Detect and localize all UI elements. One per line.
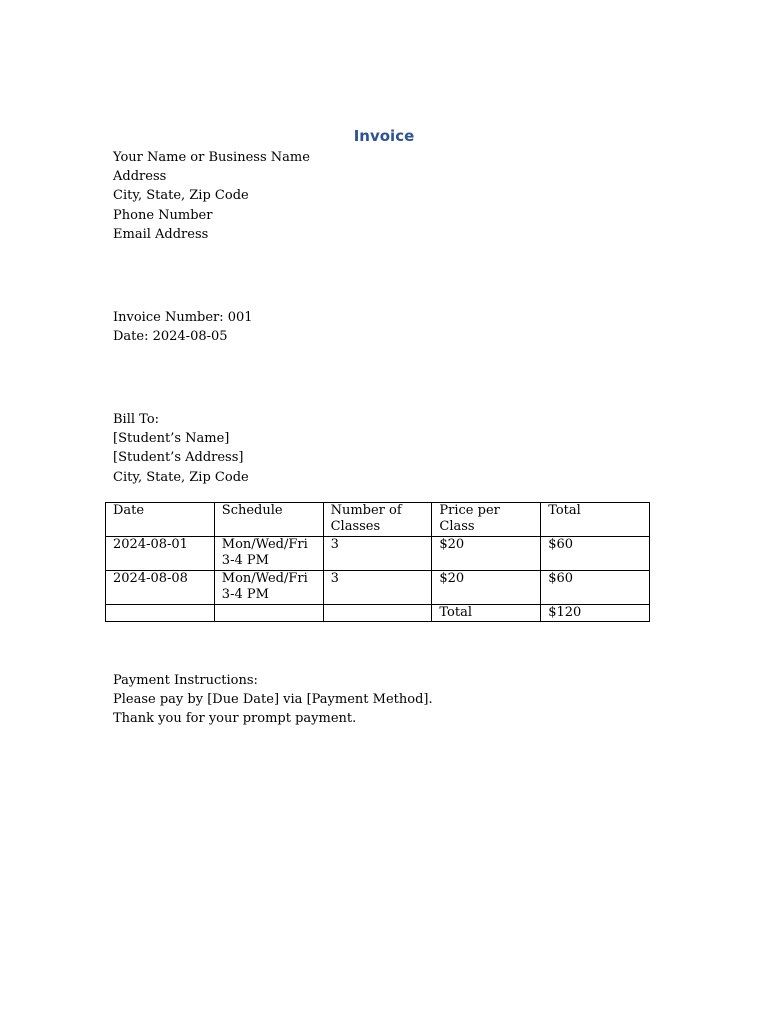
header-price-per-class: Price per Class: [432, 503, 541, 537]
invoice-date: Date: 2024-08-05: [113, 329, 228, 345]
header-schedule: Schedule: [214, 503, 323, 537]
sender-address: Address: [113, 169, 167, 185]
sender-email: Email Address: [113, 226, 209, 242]
sender-city: City, State, Zip Code: [113, 188, 249, 204]
invoice-number: Invoice Number: 001: [113, 310, 253, 325]
header-total: Total: [541, 503, 650, 537]
footer-empty-cell: [106, 605, 215, 622]
header-date: Date: [106, 503, 215, 537]
cell-date: 2024-08-08: [106, 571, 215, 605]
table-row: [106, 571, 650, 605]
bill-to-city: City, State, Zip Code: [113, 469, 249, 485]
footer-empty-cell: [323, 605, 432, 622]
cell-classes: 3: [323, 537, 432, 571]
bill-to-block: [113, 410, 249, 487]
table-row: [106, 537, 650, 571]
payment-heading: Payment Instructions:: [113, 673, 258, 688]
cell-date: 2024-08-01: [106, 537, 215, 571]
footer-total-label: Total: [432, 605, 541, 622]
header-number-of-classes: Number of Classes: [323, 503, 432, 537]
cell-schedule: Mon/Wed/Fri 3-4 PM: [214, 537, 323, 571]
invoice-title: Invoice: [353, 127, 415, 145]
payment-block: [113, 671, 433, 729]
cell-price: $20: [432, 571, 541, 605]
table-footer-row: [106, 605, 650, 622]
footer-empty-cell: [214, 605, 323, 622]
invoice-meta: [113, 308, 253, 346]
invoice-items-table: [105, 502, 650, 622]
cell-classes: 3: [323, 571, 432, 605]
table-header-row: [106, 503, 650, 537]
cell-total: $60: [541, 537, 650, 571]
sender-phone: Phone Number: [113, 207, 213, 223]
bill-to-label: Bill To:: [113, 412, 160, 427]
bill-to-address: [Student’s Address]: [113, 450, 244, 466]
sender-block: [113, 148, 310, 244]
payment-thanks: Thank you for your prompt payment.: [113, 711, 357, 727]
cell-price: $20: [432, 537, 541, 571]
bill-to-name: [Student’s Name]: [113, 431, 230, 447]
footer-total-value: $120: [541, 605, 650, 622]
cell-total: $60: [541, 571, 650, 605]
cell-schedule: Mon/Wed/Fri 3-4 PM: [214, 571, 323, 605]
payment-instruction: Please pay by [Due Date] via [Payment Method].: [113, 692, 433, 708]
sender-name: Your Name or Business Name: [113, 150, 310, 165]
